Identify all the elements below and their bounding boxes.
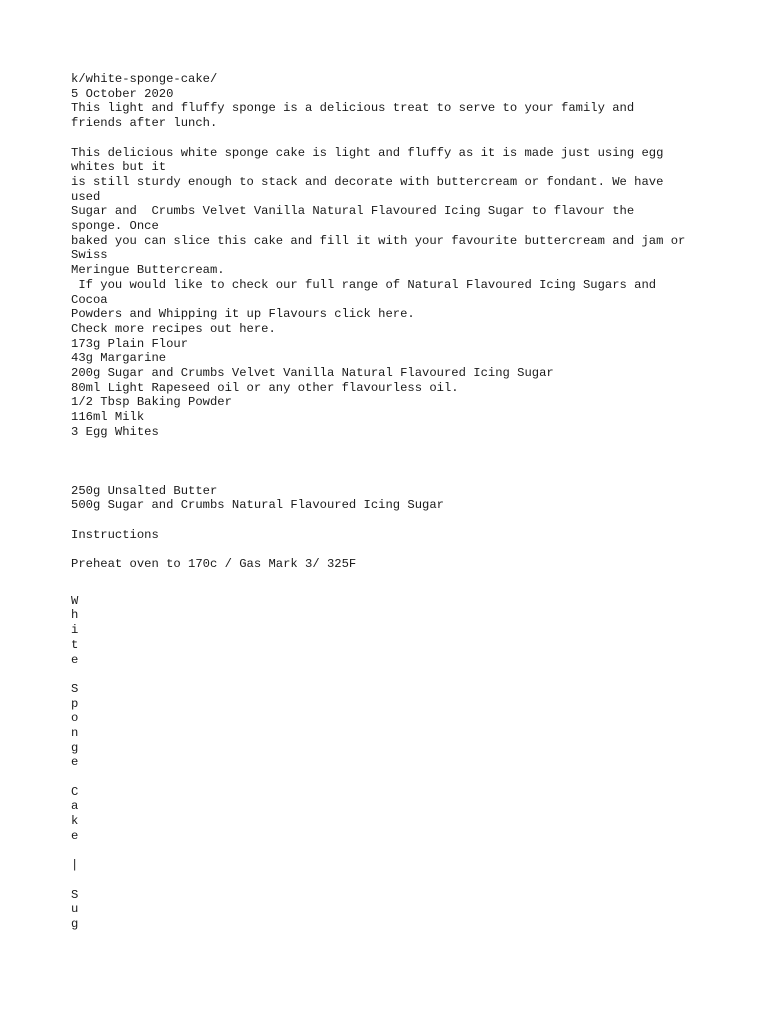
vertical-title-char: e [71,828,79,843]
description-line: This delicious white sponge cake is light and fluffy as it is made just using egg [71,145,664,160]
ingredient-item: 500g Sugar and Crumbs Natural Flavoured Icing Sugar [71,498,444,513]
description-paragraph [71,146,711,337]
ingredient-item: 1/2 Tbsp Baking Powder [71,395,232,410]
description-line: Meringue Buttercream. [71,263,225,278]
description-line: If you would like to check our full range of Natural Flavoured Icing Sugars and [71,277,657,292]
vertical-title-char: o [71,711,79,726]
blank-line [71,131,711,146]
description-line: Sugar and Crumbs Velvet Vanilla Natural Flavoured Icing Sugar to flavour the [71,204,635,219]
ingredient-item: 43g Margarine [71,351,167,366]
ingredients-sponge-list [71,337,711,440]
intro-paragraph [71,101,711,130]
blank-space [71,572,711,594]
url-fragment: k/white-sponge-cake/ [71,72,218,86]
ingredient-item: 200g Sugar and Crumbs Velvet Vanilla Natural Flavoured Icing Sugar [71,366,554,381]
ingredients-buttercream-list [71,484,711,513]
vertical-title-char: S [71,887,79,902]
vertical-title-gap [71,770,711,785]
intro-line: This light and fluffy sponge is a delicious treat to serve to your family and [71,101,635,116]
description-line: Check more recipes out here. [71,321,276,336]
ingredient-item: 173g Plain Flour [71,336,189,351]
intro-line: friends after lunch. [71,116,218,131]
vertical-title-char: | [71,858,79,873]
vertical-title-text [71,594,711,932]
vertical-title-char: S [71,681,79,696]
instruction-step: Preheat oven to 170c / Gas Mark 3/ 325F [71,557,357,572]
document-page [71,72,711,932]
vertical-title-char: e [71,755,79,770]
ingredient-item: 3 Egg Whites [71,424,159,439]
post-date: 5 October 2020 [71,86,174,101]
vertical-title-char: u [71,902,79,917]
description-line: whites but it [71,160,167,175]
vertical-title-char: g [71,740,79,755]
vertical-title-char: e [71,652,79,667]
vertical-title-char: C [71,784,79,799]
vertical-title-char: k [71,814,79,829]
vertical-title-gap [71,843,711,858]
description-line: is still sturdy enough to stack and decorate with buttercream or fondant. We have [71,174,664,189]
vertical-title-char: g [71,916,79,931]
description-line: Cocoa [71,292,108,307]
vertical-title-char: a [71,799,79,814]
blank-line [71,513,711,528]
ingredient-item: 80ml Light Rapeseed oil or any other flavourless oil. [71,380,459,395]
vertical-title-gap [71,873,711,888]
description-line: Powders and Whipping it up Flavours click here. [71,307,415,322]
vertical-title-gap [71,667,711,682]
vertical-title-char: i [71,623,79,638]
vertical-title-char: p [71,696,79,711]
ingredient-item: 116ml Milk [71,410,145,425]
description-line: Swiss [71,248,108,263]
instructions-heading: Instructions [71,527,159,542]
blank-space [71,440,711,484]
vertical-title-char: h [71,608,79,623]
ingredient-item: 250g Unsalted Butter [71,483,218,498]
description-line: baked you can slice this cake and fill it with your favourite buttercream and jam or [71,233,686,248]
blank-line [71,542,711,557]
vertical-title-char: n [71,725,79,740]
vertical-title-char: t [71,637,79,652]
description-line: used [71,189,101,204]
vertical-title-char: W [71,593,79,608]
description-line: sponge. Once [71,219,159,234]
